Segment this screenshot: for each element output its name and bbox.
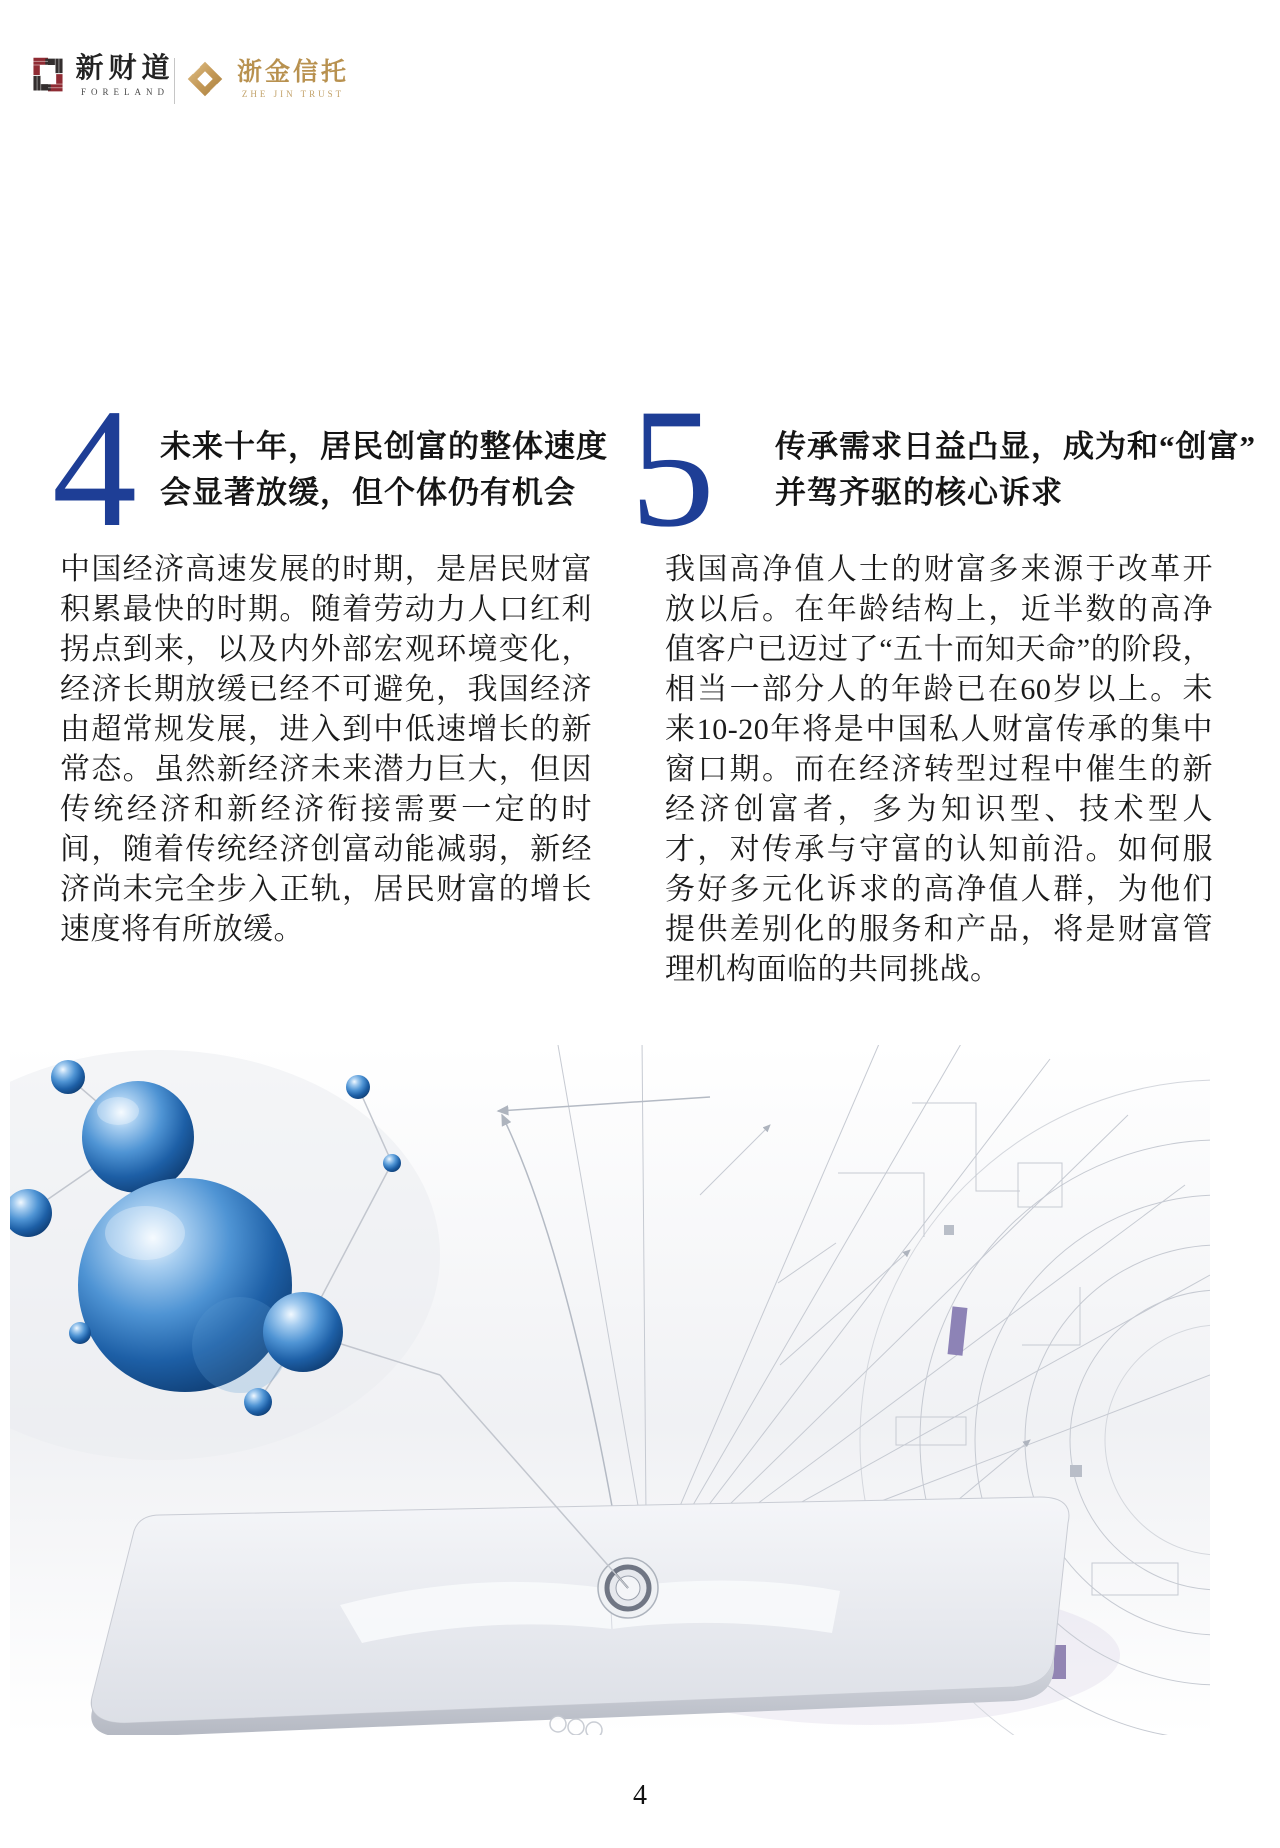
brand-foreland-name: 新财道 xyxy=(75,53,175,84)
tech-illustration xyxy=(10,1045,1210,1735)
section-5-body: 我国高净值人士的财富多来源于改革开放以后。在年龄结构上，近半数的高净值客户已迈过了“五十而知天命”的阶段，相当一部分人的年龄已在60岁以上。未来10-20年将是中国私人财富传承的集中窗口期。而在经济转型过程中催生的新经济创富者，多为知识型、技术型人才，对传承与守富的认知前沿。如何服务好多元化诉求的高净值人群，为他们提供差别化的服务和产品，将是财富管理机构面临的共同挑战。 xyxy=(665,553,1213,986)
section-5-title xyxy=(775,424,1256,516)
section-5-title-line1: 传承需求日益凸显，成为和“创富” xyxy=(775,429,1256,464)
foreland-pinwheel-icon xyxy=(28,52,68,103)
section-4-title-line1: 未来十年，居民创富的整体速度 xyxy=(160,429,608,464)
brand-foreland-subtitle: FORELAND xyxy=(80,87,169,97)
section-5-title-line2: 并驾齐驱的核心诉求 xyxy=(775,475,1063,510)
brand-foreland xyxy=(70,52,180,98)
brand-zhejin xyxy=(228,58,358,101)
logo-bar xyxy=(28,50,358,114)
section-4-number: 4 xyxy=(52,374,137,562)
section-4-title-line2: 会显著放缓，但个体仍有机会 xyxy=(160,475,576,510)
brand-zhejin-subtitle: ZHE JIN TRUST xyxy=(241,89,345,99)
section-4-body: 中国经济高速发展的时期，是居民财富积累最快的时期。随着劳动力人口红利拐点到来，以及内外部宏观环境变化，经济长期放缓已经不可避免，我国经济由超常规发展，进入到中低速增长的新常态。虽然新经济未来潜力巨大，但因传统经济和新经济衔接需要一定的时间，随着传统经济创富动能减弱，新经济尚未完全步入正轨，居民财富的增长速度将有所放缓。 xyxy=(60,553,592,946)
brand-zhejin-name: 浙金信托 xyxy=(236,59,349,86)
section-4-title xyxy=(160,424,608,516)
zhejin-diamond-icon xyxy=(186,58,224,105)
page-number: 4 xyxy=(633,1780,647,1811)
section-5-number: 5 xyxy=(630,374,715,562)
logo-divider xyxy=(174,58,175,104)
